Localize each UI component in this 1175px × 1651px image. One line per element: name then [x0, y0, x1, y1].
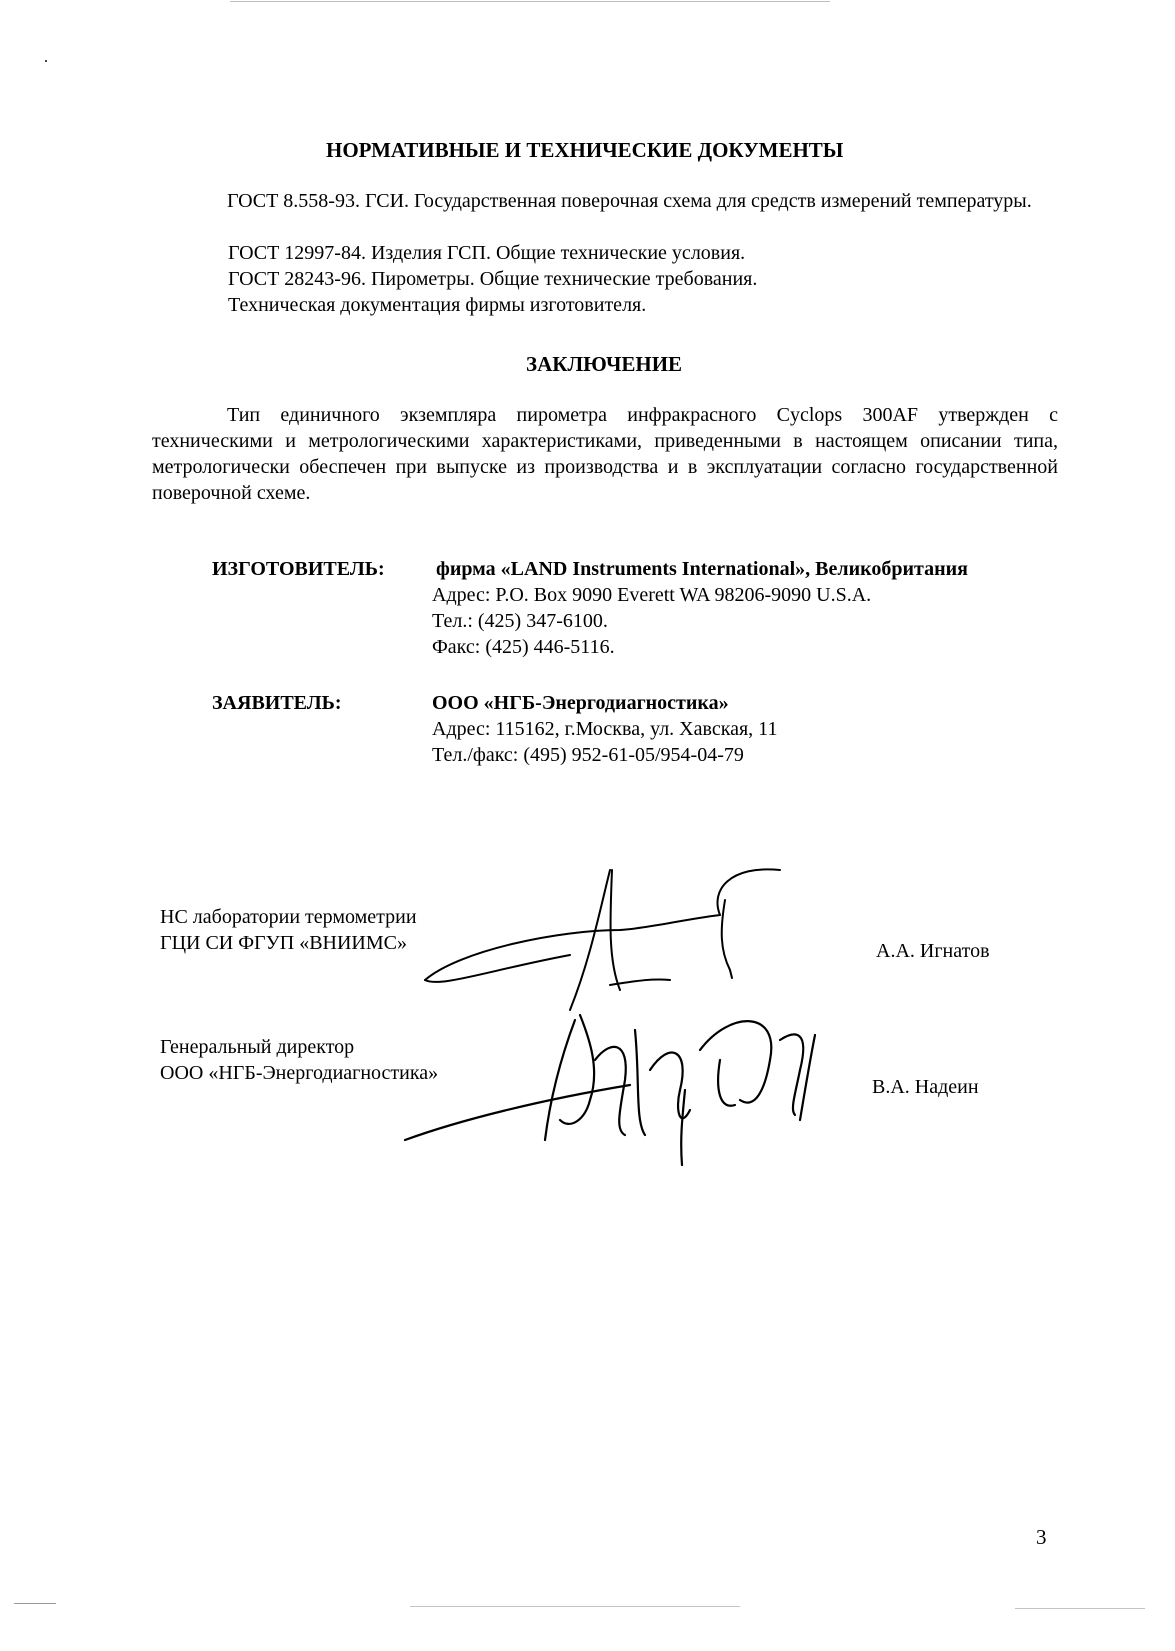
normative-item-3: ГОСТ 28243-96. Пирометры. Общие технические требования.	[228, 268, 758, 290]
signer-2-position-line2: ООО «НГБ-Энергодиагностика»	[160, 1062, 439, 1084]
signer-1-position-line1: НС лаборатории термометрии	[160, 906, 417, 928]
applicant-label: ЗАЯВИТЕЛЬ:	[212, 692, 342, 714]
manufacturer-address: Адрес: P.O. Box 9090 Everett WA 98206-9090 U.S.A.	[432, 584, 872, 606]
applicant-name: ООО «НГБ-Энергодиагностика»	[432, 692, 729, 714]
signature-1-icon	[420, 860, 820, 1020]
signature-2-icon	[400, 1000, 880, 1170]
signer-2-position-line1: Генеральный директор	[160, 1036, 355, 1058]
signer-1-position-line2: ГЦИ СИ ФГУП «ВНИИМС»	[160, 932, 407, 954]
scan-artifact-bottom-left	[14, 1603, 56, 1604]
normative-item-1: ГОСТ 8.558-93. ГСИ. Государственная поверочная схема для средств измерений температуры.	[227, 190, 1032, 212]
conclusion-text: Тип единичного экземпляра пирометра инфракрасного Cyclops 300AF утвержден с техническими и метрологическими характеристиками, приведенными в настоящем описании типа, метрологически обеспечен при выпуске из производства и в эксплуатации согласно государственной поверочной схеме.	[152, 404, 1058, 504]
normative-item-4: Техническая документация фирмы изготовителя.	[228, 294, 647, 316]
scan-artifact-bottom-right	[1015, 1608, 1145, 1609]
normative-item-2: ГОСТ 12997-84. Изделия ГСП. Общие технические условия.	[228, 242, 746, 264]
applicant-address: Адрес: 115162, г.Москва, ул. Хавская, 11	[432, 718, 778, 740]
scan-dot	[45, 60, 47, 62]
conclusion-title: ЗАКЛЮЧЕНИЕ	[526, 352, 683, 376]
signer-2-name: В.А. Надеин	[872, 1076, 979, 1098]
applicant-phone-fax: Тел./факс: (495) 952-61-05/954-04-79	[432, 744, 744, 766]
scan-artifact-top	[230, 1, 830, 2]
signer-1-name: А.А. Игнатов	[876, 940, 990, 962]
normative-title: НОРМАТИВНЫЕ И ТЕХНИЧЕСКИЕ ДОКУМЕНТЫ	[326, 138, 844, 162]
page-number: 3	[1036, 1525, 1047, 1549]
manufacturer-fax: Факс: (425) 446-5116.	[432, 636, 615, 658]
manufacturer-label: ИЗГОТОВИТЕЛЬ:	[212, 558, 385, 580]
manufacturer-name: фирма «LAND Instruments International», Великобритания	[436, 558, 968, 580]
manufacturer-phone: Тел.: (425) 347-6100.	[432, 610, 608, 632]
scan-artifact-bottom-center	[410, 1606, 740, 1607]
